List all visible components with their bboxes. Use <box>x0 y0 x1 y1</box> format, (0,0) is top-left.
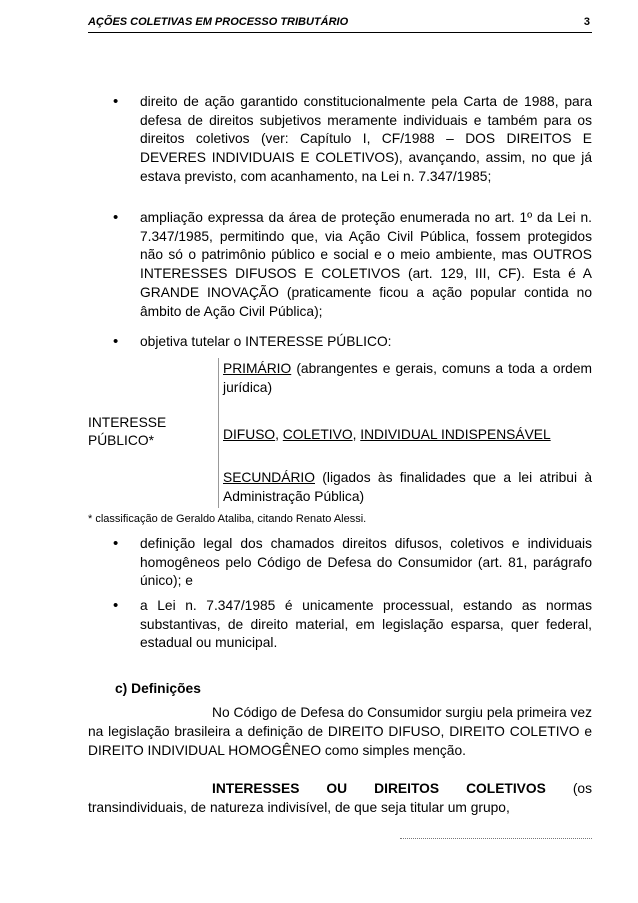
interesse-primario <box>223 359 592 397</box>
primario-desc: (abrangentes e gerais, comuns a toda a ordem jurídica) <box>223 361 592 395</box>
bullet-item <box>113 535 592 591</box>
running-header <box>88 14 592 33</box>
bullet-item <box>113 597 592 653</box>
bullet-icon: • <box>113 597 119 614</box>
bullet-item <box>113 93 592 187</box>
separator: , <box>275 427 283 442</box>
section-heading: c) Definições <box>115 681 201 696</box>
individual-term: INDIVIDUAL INDISPENSÁVEL <box>360 427 551 442</box>
page-bottom-rule <box>400 838 592 839</box>
label-line: PÚBLICO* <box>88 433 154 448</box>
bullet-icon: • <box>113 93 119 110</box>
coletivo-term: COLETIVO <box>282 427 353 442</box>
difuso-term: DIFUSO <box>223 427 276 442</box>
classification-divider <box>218 358 219 508</box>
definitions-paragraph <box>88 703 592 760</box>
bullet-item <box>113 333 592 352</box>
paragraph-text: No Código de Defesa do Consumidor surgiu pela primeira vez na legislação brasileira a definição de DIREITO DIFUSO, DIREITO COLETIVO e DIREITO INDIVIDUAL HOMOGÊNEO como simples menção. <box>88 705 592 758</box>
bullet-icon: • <box>113 333 119 350</box>
secundario-desc: (ligados às finalidades que a lei atribui à Administração Pública) <box>223 470 592 504</box>
footnote: * classificação de Geraldo Ataliba, citando Renato Alessi. <box>88 513 367 525</box>
header-title: AÇÕES COLETIVAS EM PROCESSO TRIBUTÁRIO <box>88 16 349 28</box>
bullet-text: direito de ação garantido constitucionalmente pela Carta de 1988, para defesa de direitos subjetivos meramente individuais e também para os direitos coletivos (ver: Capítulo I, CF/1988 – DOS DIREITOS E DEVERES INDIVIDUAIS E COLETIVOS), avançando, assim, no que já estava previsto, com acanhamento, na Lei n. 7.347/1985; <box>140 94 592 184</box>
page-number: 3 <box>583 16 590 28</box>
secundario-term: SECUNDÁRIO <box>223 470 315 485</box>
bullet-text: ampliação expressa da área de proteção enumerada no art. 1º da Lei n. 7.347/1985, permitindo que, via Ação Civil Pública, fossem protegidos não só o patrimônio público e social e o meio ambiente, mas OUTROS INTERESSES DIFUSOS E COLETIVOS (art. 129, III, CF). Esta é A GRANDE INOVAÇÃO (praticamente ficou a ação popular contida no âmbito de Ação Civil Pública); <box>140 210 592 319</box>
bullet-item <box>113 209 592 321</box>
interesse-subtypes <box>223 425 592 444</box>
bullet-text: a Lei n. 7.347/1985 é unicamente processual, estando as normas substantivas, de direito material, em legislação esparsa, quer federal, estadual ou municipal. <box>140 598 592 651</box>
interesse-secundario <box>223 468 592 506</box>
bullet-text: definição legal dos chamados direitos difusos, coletivos e individuais homogêneos pelo Código de Defesa do Consumidor (art. 81, parágrafo único); e <box>140 536 592 589</box>
coletivos-term: INTERESSES OU DIREITOS COLETIVOS <box>212 781 546 796</box>
bullet-icon: • <box>113 209 119 226</box>
bullet-icon: • <box>113 535 119 552</box>
separator: , <box>352 427 361 442</box>
paragraph-text: (os transindividuais, de natureza indivisível, de que seja titular um grupo, <box>88 781 593 815</box>
primario-term: PRIMÁRIO <box>223 361 292 376</box>
bullet-text: objetiva tutelar o INTERESSE PÚBLICO: <box>140 334 392 349</box>
label-line: INTERESSE <box>88 415 167 430</box>
interesse-publico-label <box>88 414 166 450</box>
coletivos-paragraph <box>88 779 592 817</box>
